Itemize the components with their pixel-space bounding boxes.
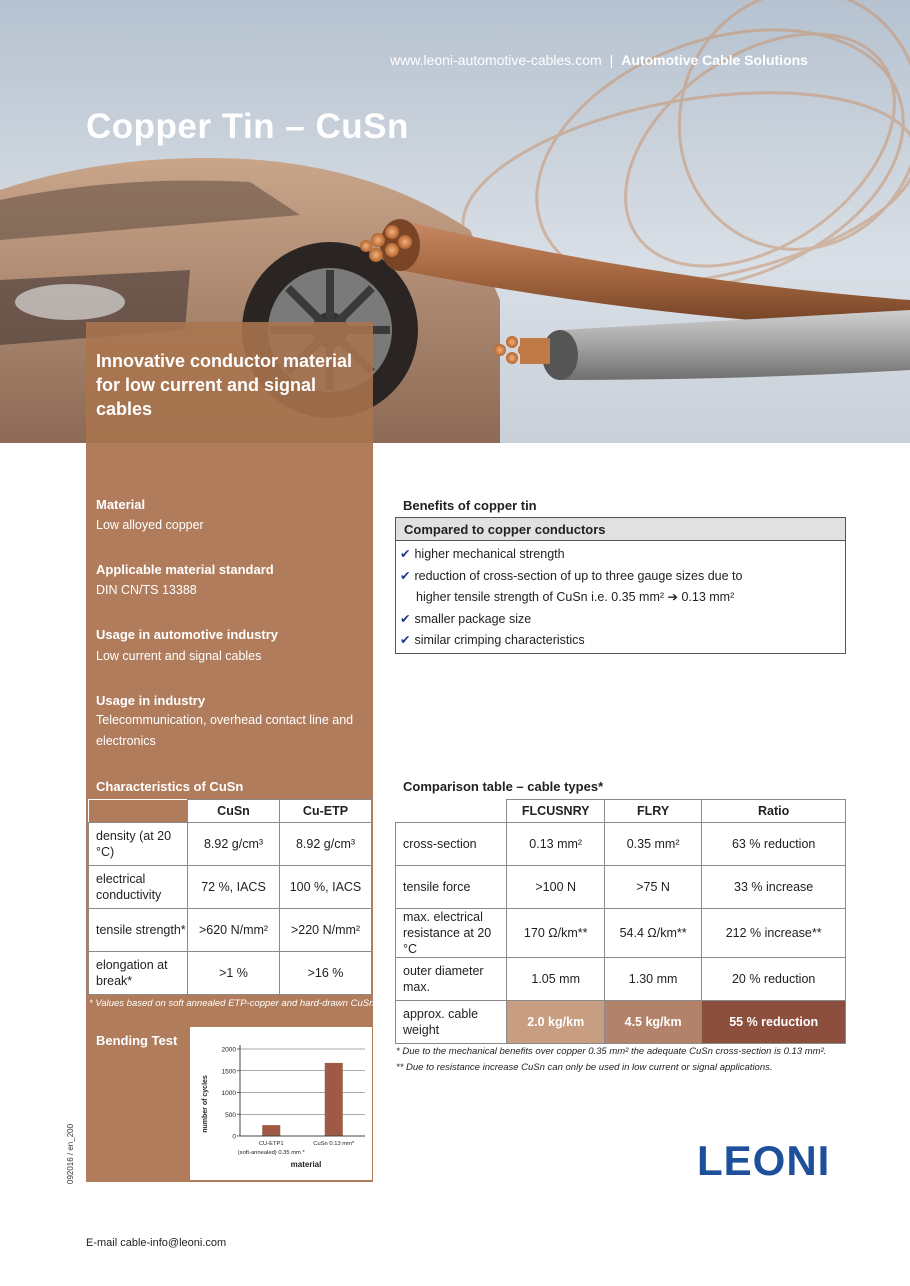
table-row (396, 823, 846, 866)
cell-ratio: 20 % reduction (702, 958, 846, 1001)
chart-x-label: material (290, 1160, 322, 1169)
y-tick-label: 500 (225, 1111, 236, 1119)
header-separator: | (609, 52, 614, 68)
column-header-flcusnry: FLCUSNRY (507, 800, 604, 823)
table-row (89, 909, 372, 952)
leoni-logo: LEONI (697, 1137, 831, 1184)
row-label: tensile force (396, 866, 507, 909)
cell-value: 100 %, IACS (280, 866, 372, 909)
cell-value: 54.4 Ω/km** (604, 909, 701, 958)
y-tick-label: 1500 (221, 1068, 236, 1076)
hero-subtitle: Innovative conductor material for low current and signal cables (96, 351, 353, 419)
row-label: cross-section (396, 823, 507, 866)
cell-ratio: 33 % increase (702, 866, 846, 909)
cell-value: >220 N/mm² (280, 909, 372, 952)
cell-value: >620 N/mm² (188, 909, 280, 952)
table-header-row (396, 800, 846, 823)
table-corner-cell (396, 800, 507, 823)
bending-test-heading: Bending Test (96, 1033, 178, 1048)
column-header-flry: FLRY (604, 800, 701, 823)
table-row (396, 866, 846, 909)
list-item (400, 611, 531, 626)
row-label: outer diameter max. (396, 958, 507, 1001)
table-row (89, 823, 372, 866)
hero-subtitle-box (86, 322, 373, 443)
check-icon: ✔ (400, 547, 411, 561)
site-header-line (390, 52, 808, 68)
bending-test-chart (190, 1027, 372, 1180)
benefit-text: higher tensile strength of CuSn i.e. 0.35 mm² ➔ 0.13 mm² (416, 590, 735, 604)
cell-value-highlight: 2.0 kg/km (507, 1001, 604, 1044)
table-row (396, 1001, 846, 1044)
chart-gridlines (240, 1049, 365, 1136)
row-label: density (at 20 °C) (89, 823, 188, 866)
document-code: 092016 / en_200 (66, 1123, 75, 1184)
comparison-footnote-2: ** Due to resistance increase CuSn can only be used in low current or signal applications. (396, 1062, 773, 1073)
standard-text: DIN CN/TS 13388 (96, 583, 197, 597)
characteristics-footnote: * Values based on soft annealed ETP-copper and hard-drawn CuSn. (89, 998, 377, 1009)
table-row (396, 958, 846, 1001)
characteristics-table (88, 799, 372, 995)
list-item (400, 568, 742, 583)
comparison-heading: Comparison table – cable types* (403, 779, 604, 794)
table-header-row (89, 800, 372, 823)
chart-bar (262, 1125, 280, 1136)
chart-category-labels (238, 1141, 355, 1156)
cell-value: 170 Ω/km** (507, 909, 604, 958)
cell-value: 0.13 mm² (507, 823, 604, 866)
benefit-text: similar crimping characteristics (414, 633, 585, 647)
y-tick-label: 0 (232, 1133, 236, 1141)
cell-ratio: 212 % increase** (702, 909, 846, 958)
row-label: approx. cable weight (396, 1001, 507, 1044)
row-label: elongation at break* (89, 952, 188, 995)
table-corner-cell (89, 800, 188, 823)
chart-bar (325, 1063, 343, 1136)
list-item (400, 546, 565, 561)
table-row (89, 952, 372, 995)
bending-chart-svg (190, 1027, 372, 1180)
benefits-subheading: Compared to copper conductors (396, 518, 845, 541)
website-link[interactable]: www.leoni-automotive-cables.com (390, 52, 602, 68)
cell-value-highlight: 4.5 kg/km (604, 1001, 701, 1044)
x-category-label: CU-ETP1 (258, 1141, 284, 1147)
hero-banner (0, 0, 910, 443)
benefit-text: reduction of cross-section of up to three gauge sizes due to (414, 569, 743, 583)
cell-value: 72 %, IACS (188, 866, 280, 909)
comparison-footnote-1: * Due to the mechanical benefits over copper 0.35 mm² the adequate CuSn cross-section is 0.13 mm². (396, 1046, 827, 1057)
y-tick-label: 2000 (221, 1046, 236, 1054)
industry-usage-heading: Usage in industry (96, 693, 206, 708)
y-tick-label: 1000 (221, 1090, 236, 1097)
row-label: tensile strength* (89, 909, 188, 952)
contact-email[interactable]: E-mail cable-info@leoni.com (86, 1237, 227, 1249)
comparison-table (395, 799, 846, 1044)
header-tagline: Automotive Cable Solutions (621, 52, 808, 68)
list-item (400, 632, 585, 647)
check-icon: ✔ (400, 633, 411, 647)
characteristics-heading: Characteristics of CuSn (96, 779, 244, 794)
check-icon: ✔ (400, 569, 411, 583)
chart-y-label: number of cycles (202, 1075, 209, 1133)
cell-value: >1 % (188, 952, 280, 995)
automotive-usage-heading: Usage in automotive industry (96, 627, 279, 642)
table-row (396, 909, 846, 958)
x-category-label: CuSn 0.13 mm* (313, 1141, 355, 1147)
automotive-usage-text: Low current and signal cables (96, 649, 262, 663)
material-heading: Material (96, 497, 146, 512)
cell-value: 1.05 mm (507, 958, 604, 1001)
cell-value: >100 N (507, 866, 604, 909)
standard-heading: Applicable material standard (96, 562, 274, 577)
column-header-ratio: Ratio (702, 800, 846, 823)
benefits-heading: Benefits of copper tin (403, 498, 537, 513)
material-text: Low alloyed copper (96, 518, 204, 532)
benefit-text: smaller package size (414, 612, 532, 626)
cell-value: 8.92 g/cm³ (188, 823, 280, 866)
industry-usage-text: Telecommunication, overhead contact line and electronics (96, 713, 354, 748)
cell-value: 8.92 g/cm³ (280, 823, 372, 866)
chart-y-ticks (222, 1047, 240, 1141)
row-label: max. electrical resistance at 20 °C (396, 909, 507, 958)
column-header-cusn: CuSn (188, 800, 280, 823)
row-label: electrical conductivity (89, 866, 188, 909)
table-row (89, 866, 372, 909)
cell-value: 1.30 mm (604, 958, 701, 1001)
cell-value: 0.35 mm² (604, 823, 701, 866)
check-icon: ✔ (400, 612, 411, 626)
cell-ratio: 63 % reduction (702, 823, 846, 866)
cell-ratio-highlight: 55 % reduction (702, 1001, 846, 1044)
page-title: Copper Tin – CuSn (86, 107, 409, 146)
list-item-continuation (416, 589, 734, 604)
benefit-text: higher mechanical strength (414, 547, 565, 561)
x-category-label: (soft-annealed) 0.35 mm * (237, 1150, 305, 1156)
cell-value: >16 % (280, 952, 372, 995)
benefits-box (395, 517, 846, 654)
chart-bars (262, 1063, 343, 1136)
cell-value: >75 N (604, 866, 701, 909)
column-header-cuetp: Cu-ETP (280, 800, 372, 823)
